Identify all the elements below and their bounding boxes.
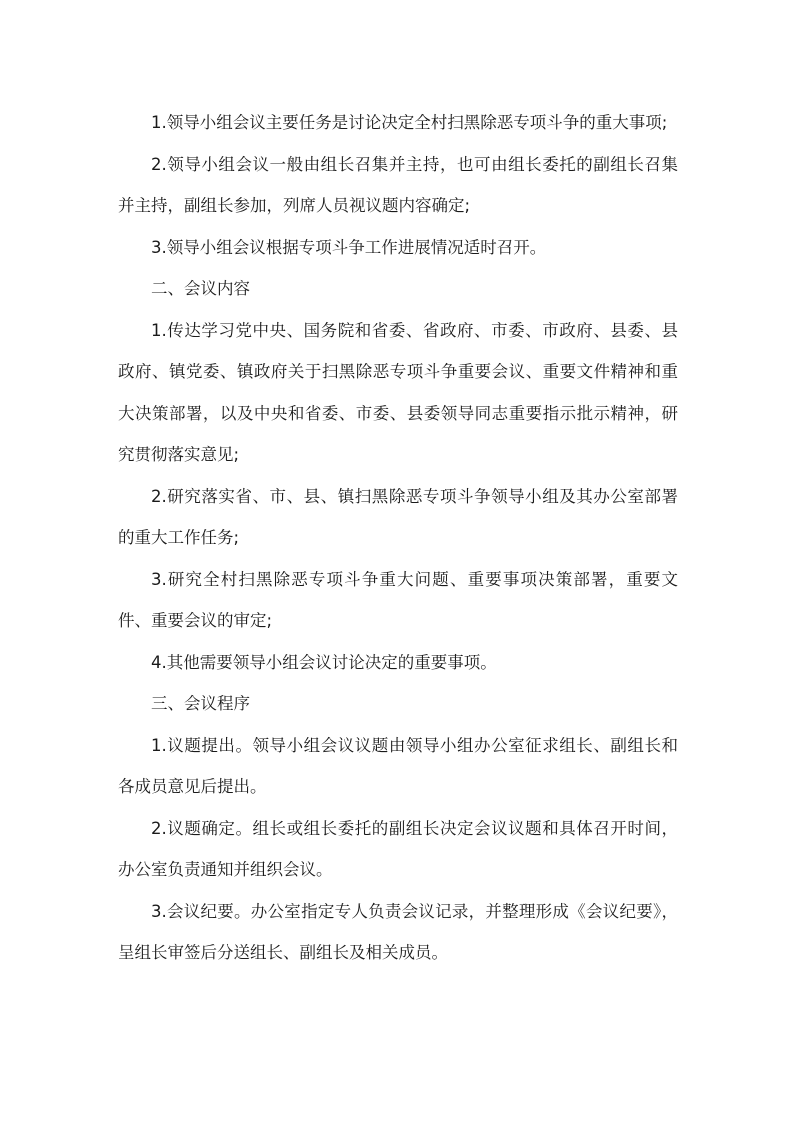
paragraph-research: 3.研究全村扫黑除恶专项斗争重大问题、重要事项决策部署，重要文件、重要会议的审定; [118, 569, 678, 630]
paragraph-other: 4.其他需要领导小组会议讨论决定的重要事项。 [151, 652, 497, 672]
paragraph-task: 1.领导小组会议主要任务是讨论决定全村扫黑除恶专项斗争的重大事项; [151, 113, 668, 132]
paragraph-chair: 2.领导小组会议一般由组长召集并主持，也可由组长委托的副组长召集并主持，副组长参加，列席人员视议题内容确定; [118, 154, 678, 215]
section-heading-meeting-content: 二、会议内容 [151, 279, 250, 298]
paragraph-topic-confirmation: 2.议题确定。组长或组长委托的副组长决定会议议题和具体召开时间，办公室负责通知并组织会议。 [118, 818, 678, 879]
document-body [118, 102, 678, 974]
paragraph-topic-proposal: 1.议题提出。领导小组会议议题由领导小组办公室征求组长、副组长和各成员意见后提出。 [118, 735, 678, 796]
section-heading-meeting-procedure: 三、会议程序 [151, 694, 250, 713]
paragraph-minutes: 3.会议纪要。办公室指定专人负责会议记录，并整理形成《会议纪要》，呈组长审签后分送组长、副组长及相关成员。 [118, 901, 678, 962]
paragraph-implement: 2.研究落实省、市、县、镇扫黑除恶专项斗争领导小组及其办公室部署的重大工作任务; [118, 486, 678, 547]
paragraph-timing: 3.领导小组会议根据专项斗争工作进展情况适时召开。 [151, 237, 547, 257]
paragraph-study: 1.传达学习党中央、国务院和省委、省政府、市委、市政府、县委、县政府、镇党委、镇政府关于扫黑除恶专项斗争重要会议、重要文件精神和重大决策部署，以及中央和省委、市委、县委领导同志重要指示批示精神，研究贯彻落实意见; [118, 320, 678, 464]
